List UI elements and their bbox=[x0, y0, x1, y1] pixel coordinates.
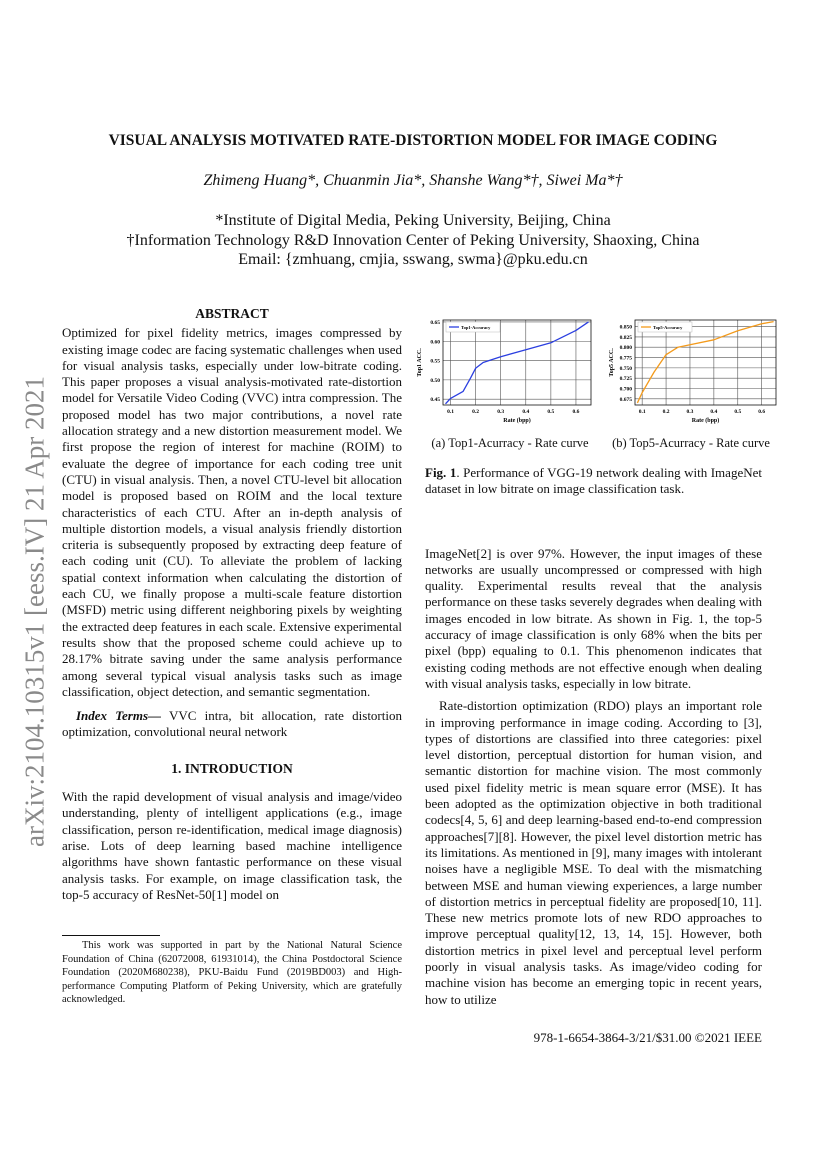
x-tick-label: 0.3 bbox=[497, 409, 505, 415]
plot-frame bbox=[635, 320, 776, 405]
y-axis-label: Top1 ACC. bbox=[417, 348, 423, 377]
abstract-text: Optimized for pixel fidelity metrics, images compressed by existing image codec are facing systematic challenges when used for visual analysis tasks, especially under low-bitrate coding. This paper proposes a visual analysis-motivated rate-distortion model for Versatile Video Coding (VVC) intra compression. The proposed model has two major contributions, a novel rate allocation strategy and a new distortion measurement model. We first propose the region of interest for machine (ROIM) to evaluate the degree of importance for each coding tree unit (CTU) in visual analysis. Then, a novel CTU-level bit allocation model is proposed based on ROIM and the local texture characteristics of each CTU. After an in-depth analysis of multiple distortion models, a visual analysis friendly distortion criteria is subsequently proposed by extracting deep feature of each coding unit (CU). To alleviate the problem of lacking spatial context information when calculating the distortion of each CU, we finally propose a multi-scale feature distortion (MSFD) metric using different neighboring pixels by weighting the extracted deep features in each scale. Extensive experimental results show that the proposed scheme could achieve up to 28.17% bitrate saving under the same analysis performance among several typical visual analysis tasks such as image classification, object detection, and semantic segmentation. bbox=[62, 325, 402, 699]
plot-frame bbox=[443, 320, 591, 405]
footnote-rule bbox=[62, 935, 160, 936]
x-tick-label: 0.2 bbox=[662, 409, 670, 415]
x-tick-label: 0.4 bbox=[522, 409, 530, 415]
right-paragraph-1: ImageNet[2] is over 97%. However, the input images of these networks are usually uncompressed or compressed with high quality. Experimental results reveal that the analysis performance on these tasks severely degrades when dealing with images encoded in low bitrate. As shown in Fig. 1, the top-5 accuracy of image classification is only 68% when the bits per pixel (bpp) equaling to 0.1. This phenomenon indicates that existing coding methods are not effective enough when dealing with visual analysis tasks, especially in low bitrate. bbox=[425, 545, 762, 691]
x-axis-label: Rate (bpp) bbox=[503, 418, 531, 424]
chart-top1-accuracy bbox=[415, 310, 595, 425]
legend-label: Top5-Accuracy bbox=[653, 325, 683, 330]
y-tick-label: 0.65 bbox=[430, 319, 440, 326]
y-tick-label: 0.700 bbox=[619, 386, 632, 393]
x-axis-label: Rate (bpp) bbox=[691, 418, 720, 424]
right-column bbox=[425, 465, 762, 1008]
x-tick-label: 0.5 bbox=[547, 409, 555, 415]
abstract-heading: ABSTRACT bbox=[195, 306, 269, 321]
y-tick-label: 0.750 bbox=[619, 365, 632, 372]
email: Email: {zmhuang, cmjia, sswang, swma}@pku.edu.cn bbox=[238, 251, 588, 268]
subcaption-a: (a) Top1-Acurracy - Rate curve bbox=[431, 436, 589, 450]
footnote: This work was supported in part by the National Natural Science Foundation of China (62072008, 61931014), the China Postdoctoral Science Foundation (2020M680238), PKU-Baidu Fund (2019BD003) and High-performance Computing Platform of Peking University, which are gratefully acknowledged. bbox=[62, 940, 402, 1005]
figure-caption-text: . Performance of VGG-19 network dealing with ImageNet dataset in low bitrate on image classification task. bbox=[425, 465, 762, 497]
right-paragraph-2: Rate-distortion optimization (RDO) plays an important role in improving performance in image coding. According to [3], types of distortions are classified into three categories: pixel level distortion, perceptual distortion for human vision, and semantic distortion for machine vision. The most commonly used pixel fidelity metric is mean square error (MSE). It has been adopted as the optimization objective in both traditional codecs[4, 5, 6] and deep learning-based end-to-end compression approaches[7][8]. However, the pixel level distortion metric has its limitations. As mentioned in [9], many images with intolerant noises have a negligible MSE. To deal with the mismatching between MSE and human viewing experiences, a large number of distortion metrics in perceptual fidelity are proposed[10, 11]. These new metrics promote lots of new RDO approaches to improve perceptual quality[12, 13, 14, 15]. However, both distortion metrics in pixel level and perceptual level perform poorly in visual analysis tasks. As image/video coding for machine vision has become an emerging topic in recent years, how to utilize bbox=[425, 698, 762, 1007]
y-tick-label: 0.45 bbox=[430, 397, 440, 404]
x-tick-label: 0.1 bbox=[447, 409, 454, 415]
subcaption-b: (b) Top5-Acurracy - Rate curve bbox=[612, 436, 770, 450]
paper-title: VISUAL ANALYSIS MOTIVATED RATE-DISTORTION MODEL FOR IMAGE CODING bbox=[108, 132, 718, 149]
index-terms-text: VVC intra, bit allocation, rate distortion optimization, convolutional neural network bbox=[62, 708, 402, 740]
chart-top5-accuracy bbox=[600, 310, 780, 425]
series-line bbox=[637, 322, 773, 403]
y-tick-label: 0.725 bbox=[619, 376, 632, 383]
copyright: 978-1-6654-3864-3/21/$31.00 ©2021 IEEE bbox=[533, 1030, 762, 1045]
y-tick-label: 0.60 bbox=[430, 339, 440, 346]
arxiv-stamp: arXiv:2104.10315v1 [eess.IV] 21 Apr 2021 bbox=[19, 376, 50, 847]
series-line bbox=[446, 322, 589, 404]
figure-label: Fig. 1 bbox=[425, 465, 457, 480]
x-tick-label: 0.1 bbox=[638, 409, 646, 415]
left-column bbox=[62, 306, 402, 903]
authors: Zhimeng Huang*, Chuanmin Jia*, Shanshe Wang*†, Siwei Ma*† bbox=[203, 172, 623, 189]
y-tick-label: 0.825 bbox=[619, 334, 632, 341]
y-tick-label: 0.675 bbox=[619, 396, 632, 403]
x-tick-label: 0.3 bbox=[686, 409, 694, 415]
x-tick-label: 0.5 bbox=[734, 409, 742, 415]
index-terms-label: Index Terms— bbox=[76, 708, 161, 724]
x-tick-label: 0.6 bbox=[572, 409, 580, 415]
index-terms bbox=[62, 708, 402, 741]
y-tick-label: 0.800 bbox=[619, 345, 632, 352]
y-tick-label: 0.55 bbox=[430, 358, 440, 365]
affiliation-2: †Information Technology R&D Innovation Center of Peking University, Shaoxing, China bbox=[126, 232, 700, 249]
y-tick-label: 0.50 bbox=[430, 377, 440, 384]
intro-heading: 1. INTRODUCTION bbox=[171, 760, 293, 776]
y-tick-label: 0.850 bbox=[619, 324, 632, 331]
affiliation-1: *Institute of Digital Media, Peking University, Beijing, China bbox=[215, 212, 611, 229]
legend-label: Top1-Accuracy bbox=[461, 325, 491, 330]
x-tick-label: 0.4 bbox=[710, 409, 718, 415]
intro-paragraph: With the rapid development of visual analysis and image/video understanding, plenty of intelligent applications (e.g., image classification, person re-identification, medical image diagnosis) arise. Lots of deep learning based machine intelligence algorithms have shown fantastic performance on these visual analysis tasks. For example, on image classification task, the top-5 accuracy of ResNet-50[1] model on bbox=[62, 789, 402, 902]
y-axis-label: Top5 ACC. bbox=[609, 348, 615, 377]
x-tick-label: 0.2 bbox=[472, 409, 480, 415]
x-tick-label: 0.6 bbox=[758, 409, 766, 415]
y-tick-label: 0.775 bbox=[619, 355, 632, 362]
figure-caption bbox=[425, 465, 762, 498]
